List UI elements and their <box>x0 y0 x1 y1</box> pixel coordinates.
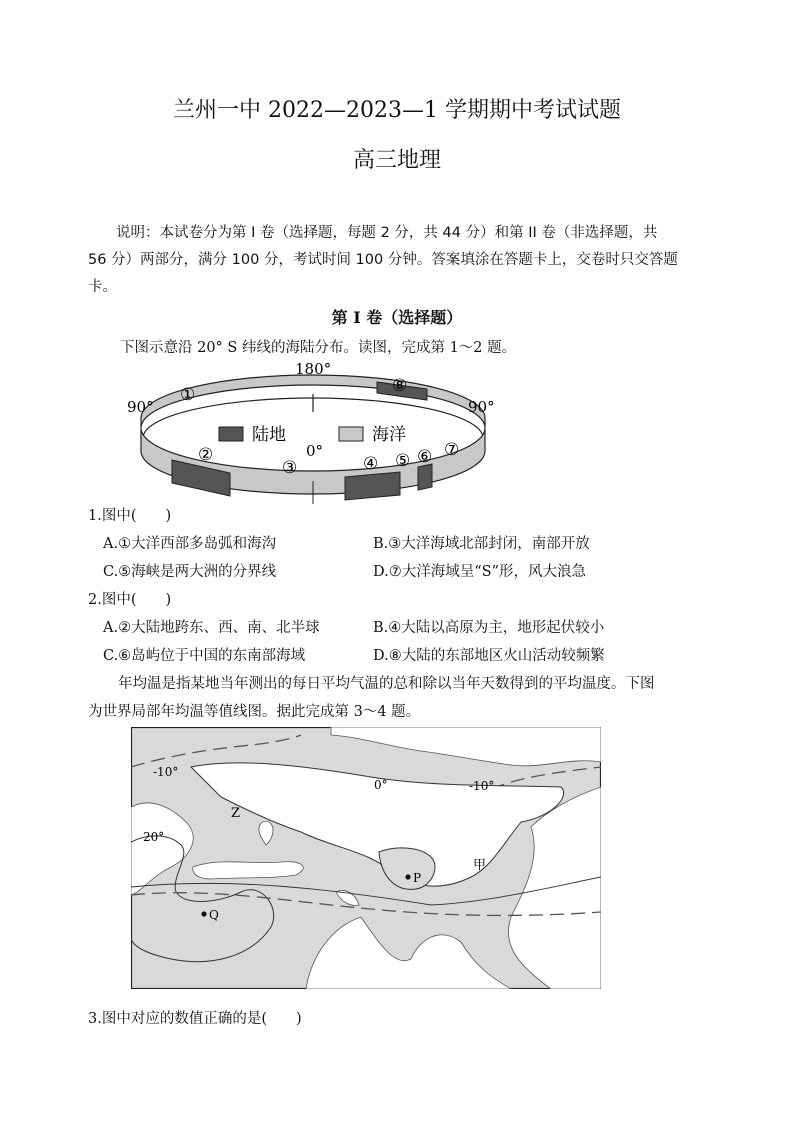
label-180: 180° <box>295 360 332 378</box>
map-label-p: P <box>413 871 422 885</box>
q2-option-b: B.④大陆以高原为主，地形起伏较小 <box>373 620 605 636</box>
intro-fig2-line-2: 为世界局部年均温等值线图。据此完成第 3～4 题。 <box>88 704 421 720</box>
label-90-right: 90° <box>468 398 495 416</box>
exam-subtitle: 高三地理 <box>352 148 441 173</box>
marker-7: ⑦ <box>444 440 460 460</box>
instructions-line-2: 56 分）两部分，满分 100 分，考试时间 100 分钟。答案填涂在答题卡上，交卷时只交答题 <box>88 252 678 268</box>
legend-ocean-label: 海洋 <box>372 425 406 445</box>
latitude-ring-figure <box>120 356 500 504</box>
ring-land-4 <box>345 472 400 500</box>
ring-land-6 <box>418 464 432 490</box>
instructions <box>88 220 708 301</box>
marker-6: ⑥ <box>417 447 433 467</box>
point-p-dot <box>405 874 410 879</box>
map-label-z: Z <box>231 806 241 821</box>
map-label-minus10-left: -10° <box>153 765 179 779</box>
label-0: 0° <box>306 442 324 460</box>
marker-3: ③ <box>282 458 298 478</box>
q1-option-c: C.⑤海峡是两大洲的分界线 <box>103 564 277 580</box>
q2-option-c: C.⑥岛屿位于中国的东南部海域 <box>103 648 306 664</box>
label-90-left: 90° <box>127 398 154 416</box>
legend-land-swatch <box>219 427 243 441</box>
q1-option-d: D.⑦大洋海域呈“S”形，风大浪急 <box>373 564 586 580</box>
q3-stem: 3.图中对应的数值正确的是( ) <box>88 1011 302 1027</box>
legend-ocean-swatch <box>339 427 363 441</box>
marker-8: ⑧ <box>392 376 408 396</box>
map-label-q: Q <box>209 908 219 922</box>
map-label-minus10-right: -10° <box>469 779 495 793</box>
q2-option-a: A.②大陆地跨东、西、南、北半球 <box>103 620 320 636</box>
map-label-zero: 0° <box>374 778 388 792</box>
legend-land-label: 陆地 <box>252 425 286 445</box>
q2-option-d: D.⑧大陆的东部地区火山活动较频繁 <box>373 648 605 664</box>
map-label-twenty: 20° <box>143 830 165 844</box>
marker-1: ① <box>180 385 196 405</box>
instructions-line-3: 卡。 <box>88 279 117 295</box>
instructions-line-1: 说明：本试卷分为第 I 卷（选择题，每题 2 分，共 44 分）和第 II 卷（非选择题，共 <box>116 225 658 241</box>
marker-5: ⑤ <box>395 451 411 471</box>
intro-fig1: 下图示意沿 20° S 纬线的海陆分布。读图，完成第 1～2 题。 <box>120 340 517 356</box>
sea-mediterranean <box>193 862 303 879</box>
marker-4: ④ <box>363 454 379 474</box>
q1-stem: 1.图中( ) <box>88 508 172 524</box>
section-title: 第 I 卷（选择题） <box>331 308 463 327</box>
q1-option-b: B.③大洋海域北部封闭，南部开放 <box>373 536 590 552</box>
map-label-jia: 甲 <box>473 858 487 873</box>
isotherm-map <box>131 727 601 989</box>
q2-stem: 2.图中( ) <box>88 592 172 608</box>
q1-option-a: A.①大洋西部多岛弧和海沟 <box>103 536 277 552</box>
exam-title: 兰州一中 2022—2023—1 学期期中考试试题 <box>173 98 621 123</box>
point-q-dot <box>201 911 206 916</box>
marker-2: ② <box>198 445 214 465</box>
intro-fig2-line-1: 年均温是指某地当年测出的每日平均气温的总和除以当年天数得到的平均温度。下图 <box>118 676 655 692</box>
